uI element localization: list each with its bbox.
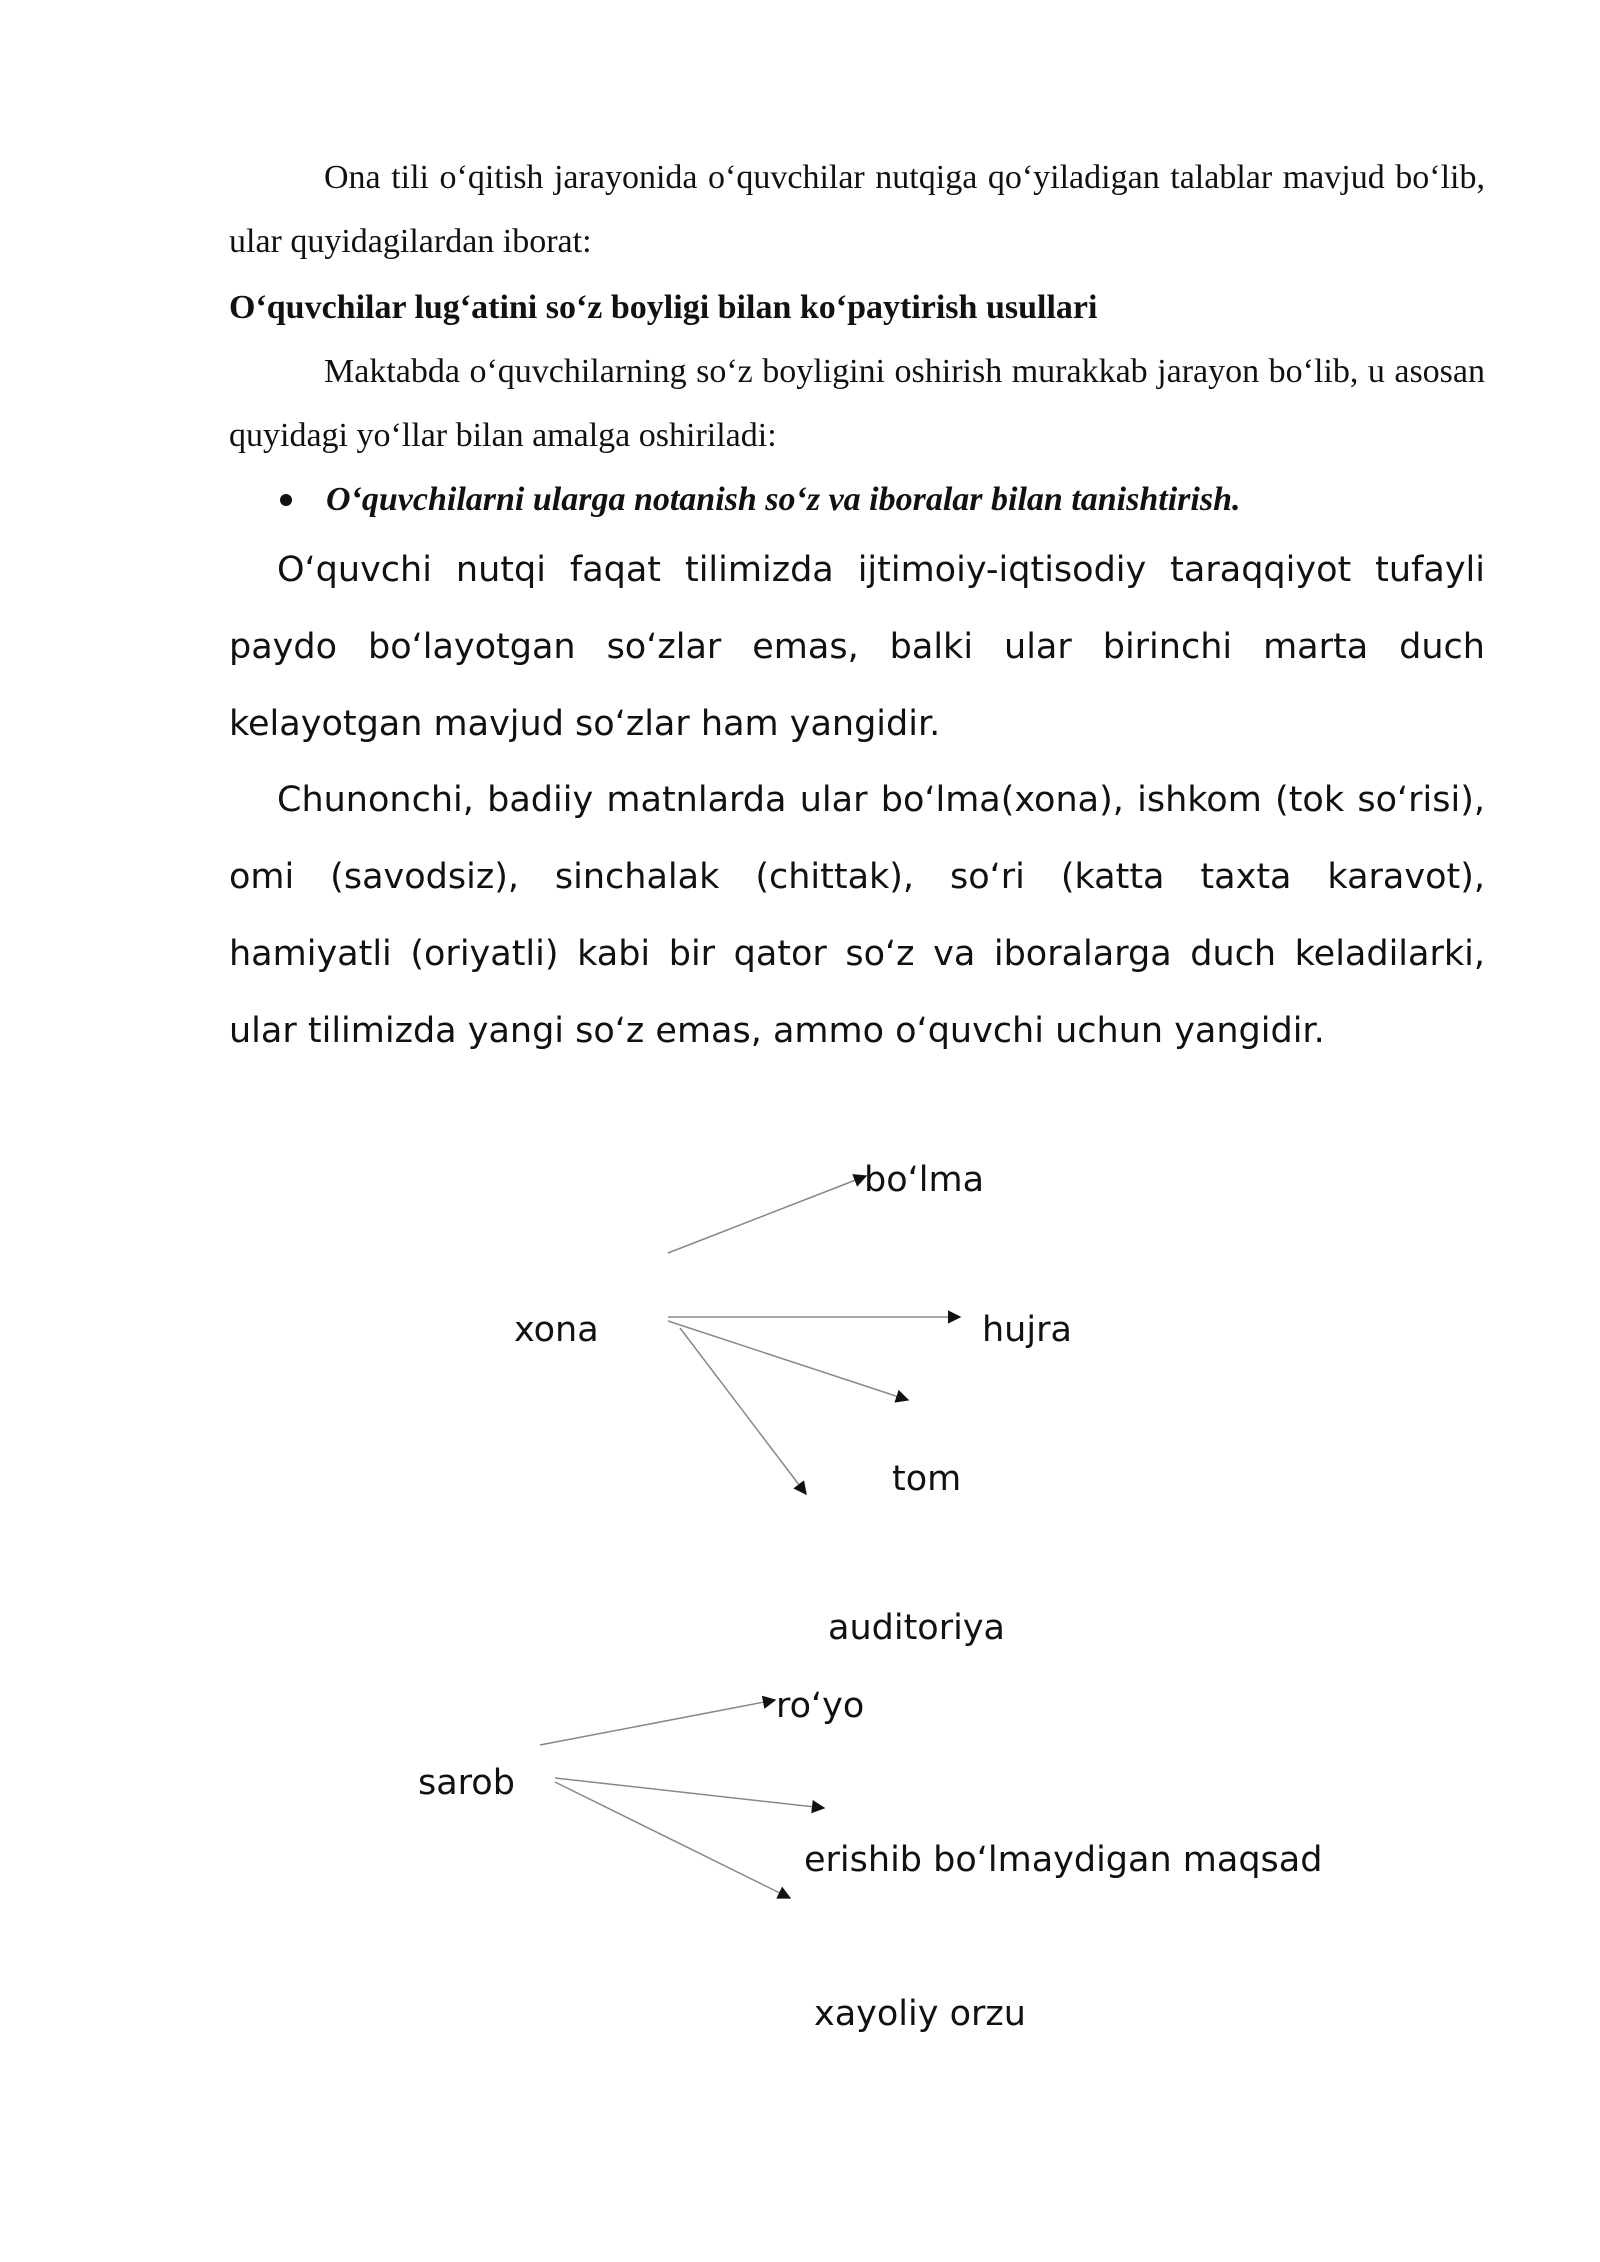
section-heading: O‘quvchilar lug‘atini so‘z boyligi bilan ko‘paytirish usullari [229,289,1098,326]
arrow-sarob-royo [540,1700,775,1745]
diagram-target-word: hujra [982,1310,1072,1350]
bullet-text: O‘quvchilarni ularga notanish so‘z va iboralar bilan tanishtirish. [326,481,1241,518]
diagram-target-word: tom [892,1459,962,1499]
diagram-source-word: sarob [418,1763,515,1803]
examples-paragraph: Chunonchi, badiiy matnlarda ular bo‘lma(xona), ishkom (tok so‘risi), omi (savodsiz), sinchalak (chittak), so‘ri (katta taxta karavot), hamiyatli (oriyatli) kabi bir qator so‘z va iboralarga duch keladilarki, ular tilimizda yangi so‘z emas, ammo o‘quvchi uchun yangidir. [229,780,1485,1051]
diagram-target-word: xayoliy orzu [814,1994,1026,2034]
arrow-sarob-maqsad [555,1778,824,1808]
arrow-xona-bolma [668,1176,866,1253]
method-paragraph: Maktabda o‘quvchilarning so‘z boyligini oshirish murakkab jarayon bo‘lib, u asosan quyidagi yo‘llar bilan amalga oshiriladi: [229,353,1485,454]
intro-paragraph: Ona tili o‘qitish jarayonida o‘quvchilar nutqiga qo‘yiladigan talablar mavjud bo‘lib, ular quyidagilardan iborat: [229,159,1485,260]
diagram-source-word: xona [514,1310,599,1350]
arrow-xona-auditoriya [680,1328,806,1494]
diagram-target-word: erishib bo‘lmaydigan maqsad [804,1840,1323,1880]
diagram-target-word: ro‘yo [776,1686,865,1726]
arrow-sarob-orzu [555,1782,790,1898]
diagram-target-word: auditoriya [828,1608,1005,1648]
speech-paragraph: O‘quvchi nutqi faqat tilimizda ijtimoiy-iqtisodiy taraqqiyot tufayli paydo bo‘layotgan so‘zlar emas, balki ular birinchi marta duch kelayotgan mavjud so‘zlar ham yangidir. [229,550,1485,744]
diagram-target-word: bo‘lma [864,1160,985,1200]
